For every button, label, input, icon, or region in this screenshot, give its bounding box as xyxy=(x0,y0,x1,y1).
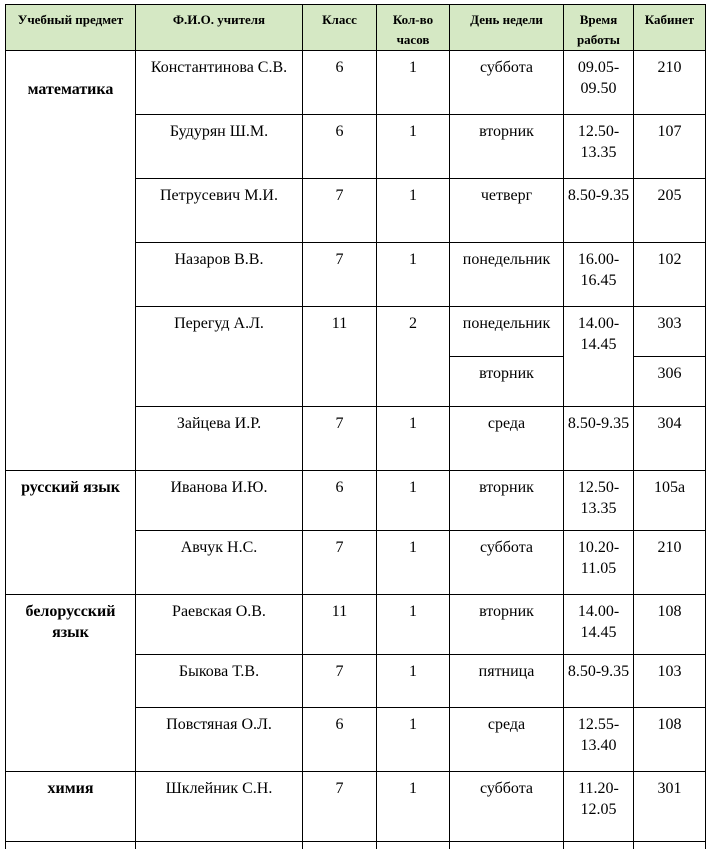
table-row xyxy=(6,471,706,531)
room-cell: 205 xyxy=(634,179,706,243)
subject-cell-chemistry: химия xyxy=(6,772,136,842)
room-cell: 210 xyxy=(634,531,706,595)
day-cell: вторник xyxy=(450,115,564,179)
empty-cell xyxy=(450,842,564,849)
teacher-cell: Шклейник С.Н. xyxy=(136,772,303,842)
header-day: День недели xyxy=(450,5,564,51)
room-cell: 105а xyxy=(634,471,706,531)
day-cell: суббота xyxy=(450,531,564,595)
time-cell: 09.05-09.50 xyxy=(564,51,634,115)
hours-cell: 1 xyxy=(377,243,450,307)
grade-cell: 7 xyxy=(303,772,377,842)
grade-cell: 11 xyxy=(303,307,377,407)
time-cell: 12.50-13.35 xyxy=(564,471,634,531)
room-cell: 210 xyxy=(634,51,706,115)
schedule-table xyxy=(5,4,706,849)
grade-cell: 7 xyxy=(303,407,377,471)
time-cell: 14.00-14.45 xyxy=(564,595,634,655)
hours-cell: 1 xyxy=(377,772,450,842)
hours-cell: 1 xyxy=(377,471,450,531)
hours-cell: 1 xyxy=(377,51,450,115)
time-cell: 12.55-13.40 xyxy=(564,708,634,772)
day-cell: суббота xyxy=(450,51,564,115)
day-cell: понедельник xyxy=(450,243,564,307)
grade-cell: 6 xyxy=(303,115,377,179)
teacher-cell: Иванова И.Ю. xyxy=(136,471,303,531)
table-row xyxy=(6,772,706,842)
subject-cell-math: математика xyxy=(6,51,136,471)
day-cell: вторник xyxy=(450,357,564,407)
table-row xyxy=(6,595,706,655)
grade-cell: 6 xyxy=(303,471,377,531)
room-cell: 306 xyxy=(634,357,706,407)
empty-cell xyxy=(377,842,450,849)
teacher-cell: Раевская О.В. xyxy=(136,595,303,655)
room-cell: 304 xyxy=(634,407,706,471)
time-cell: 10.20-11.05 xyxy=(564,531,634,595)
grade-cell: 7 xyxy=(303,243,377,307)
subject-cell-belarusian: белорусский язык xyxy=(6,595,136,772)
time-cell: 8.50-9.35 xyxy=(564,407,634,471)
teacher-cell: Авчук Н.С. xyxy=(136,531,303,595)
empty-cell xyxy=(303,842,377,849)
time-cell: 8.50-9.35 xyxy=(564,655,634,708)
hours-cell: 2 xyxy=(377,307,450,407)
header-time: Время работы xyxy=(564,5,634,51)
room-cell: 103 xyxy=(634,655,706,708)
teacher-cell: Быкова Т.В. xyxy=(136,655,303,708)
day-cell: понедельник xyxy=(450,307,564,357)
empty-cell xyxy=(6,842,136,849)
hours-cell: 1 xyxy=(377,708,450,772)
day-cell: вторник xyxy=(450,595,564,655)
day-cell: пятница xyxy=(450,655,564,708)
time-cell: 14.00-14.45 xyxy=(564,307,634,407)
time-cell: 11.20-12.05 xyxy=(564,772,634,842)
header-grade: Класс xyxy=(303,5,377,51)
teacher-cell: Петрусевич М.И. xyxy=(136,179,303,243)
empty-cell xyxy=(634,842,706,849)
subject-cell-russian: русский язык xyxy=(6,471,136,595)
teacher-cell: Перегуд А.Л. xyxy=(136,307,303,407)
hours-cell: 1 xyxy=(377,179,450,243)
hours-cell: 1 xyxy=(377,115,450,179)
header-teacher: Ф.И.О. учителя xyxy=(136,5,303,51)
day-cell: вторник xyxy=(450,471,564,531)
room-cell: 102 xyxy=(634,243,706,307)
day-cell: среда xyxy=(450,708,564,772)
teacher-cell: Константинова С.В. xyxy=(136,51,303,115)
time-cell: 8.50-9.35 xyxy=(564,179,634,243)
room-cell: 108 xyxy=(634,708,706,772)
header-subject: Учебный предмет xyxy=(6,5,136,51)
grade-cell: 6 xyxy=(303,51,377,115)
hours-cell: 1 xyxy=(377,655,450,708)
teacher-cell: Назаров В.В. xyxy=(136,243,303,307)
room-cell: 107 xyxy=(634,115,706,179)
room-cell: 303 xyxy=(634,307,706,357)
teacher-cell: Повстяная О.Л. xyxy=(136,708,303,772)
grade-cell: 11 xyxy=(303,595,377,655)
table-row xyxy=(6,842,706,849)
room-cell: 108 xyxy=(634,595,706,655)
hours-cell: 1 xyxy=(377,531,450,595)
grade-cell: 6 xyxy=(303,708,377,772)
hours-cell: 1 xyxy=(377,595,450,655)
grade-cell: 7 xyxy=(303,655,377,708)
teacher-cell: Будурян Ш.М. xyxy=(136,115,303,179)
day-cell: суббота xyxy=(450,772,564,842)
day-cell: четверг xyxy=(450,179,564,243)
day-cell: среда xyxy=(450,407,564,471)
teacher-cell: Зайцева И.Р. xyxy=(136,407,303,471)
grade-cell: 7 xyxy=(303,179,377,243)
hours-cell: 1 xyxy=(377,407,450,471)
table-row xyxy=(6,51,706,115)
header-hours: Кол-во часов xyxy=(377,5,450,51)
room-cell: 301 xyxy=(634,772,706,842)
header-row xyxy=(6,5,706,51)
empty-cell xyxy=(564,842,634,849)
grade-cell: 7 xyxy=(303,531,377,595)
empty-cell xyxy=(136,842,303,849)
header-room: Кабинет xyxy=(634,5,706,51)
time-cell: 16.00-16.45 xyxy=(564,243,634,307)
time-cell: 12.50-13.35 xyxy=(564,115,634,179)
